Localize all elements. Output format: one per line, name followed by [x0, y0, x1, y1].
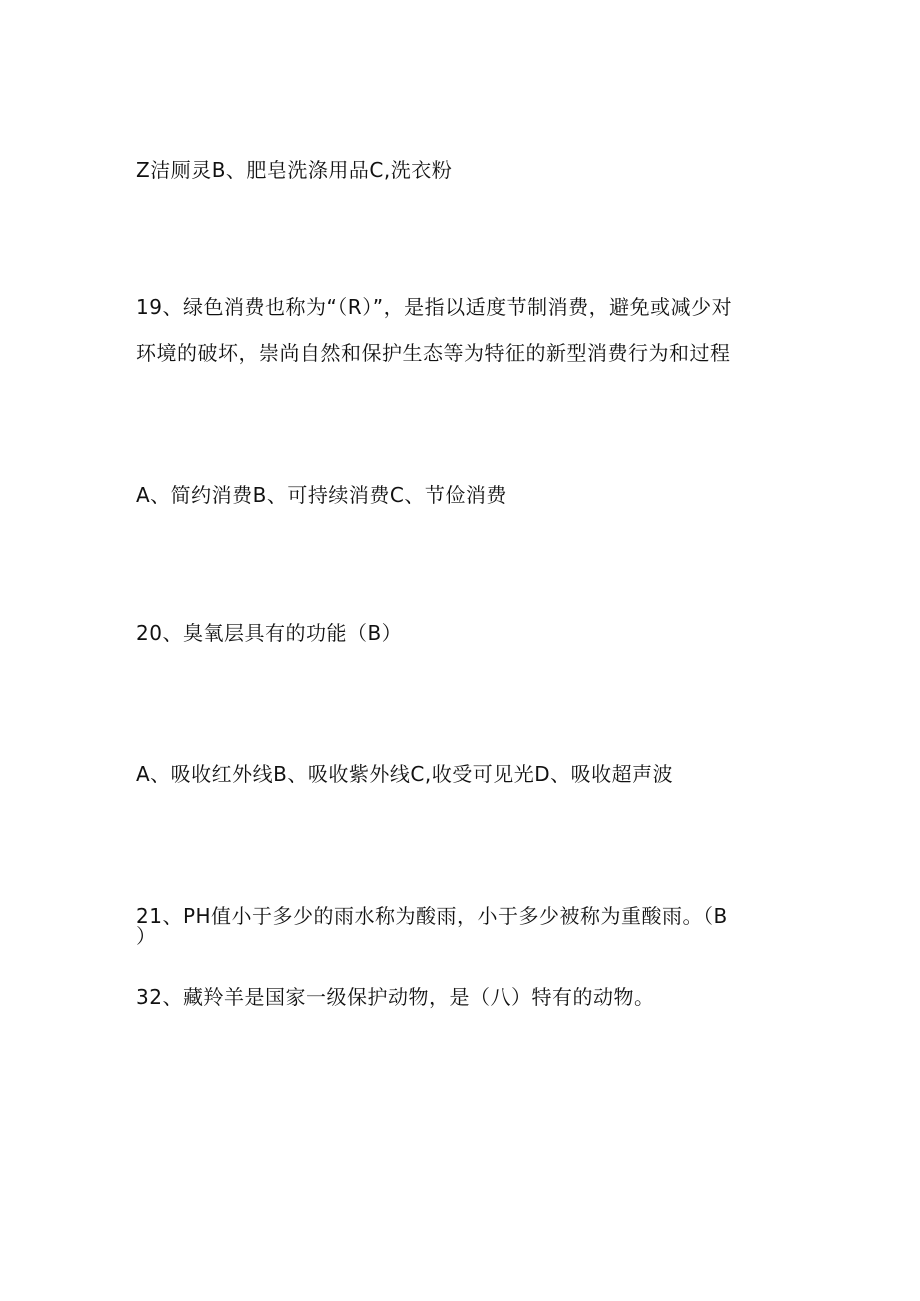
- question-19-line-1: 19、绿色消费也称为“（R）”，是指以适度节制消费，避免或减少对: [136, 295, 733, 319]
- question-21-line-1: 21、PH值小于多少的雨水称为酸雨，小于多少被称为重酸雨。（B: [136, 904, 728, 928]
- question-32: 32、藏羚羊是国家一级保护动物，是（八）特有的动物。: [136, 985, 655, 1009]
- question-20: 20、臭氧层具有的功能（B）: [136, 621, 403, 645]
- answer-options-line: Z洁厕灵B、肥皂洗涤用品C,洗衣粉: [136, 158, 453, 182]
- question-19-options: A、简约消费B、可持续消费C、节俭消费: [136, 483, 507, 507]
- question-21-line-2: ）: [136, 924, 157, 948]
- question-20-options: A、吸收红外线B、吸收紫外线C,收受可见光D、吸收超声波: [136, 762, 674, 786]
- question-19-line-2: 环境的破坏，崇尚自然和保护生态等为特征的新型消费行为和过程: [136, 341, 731, 365]
